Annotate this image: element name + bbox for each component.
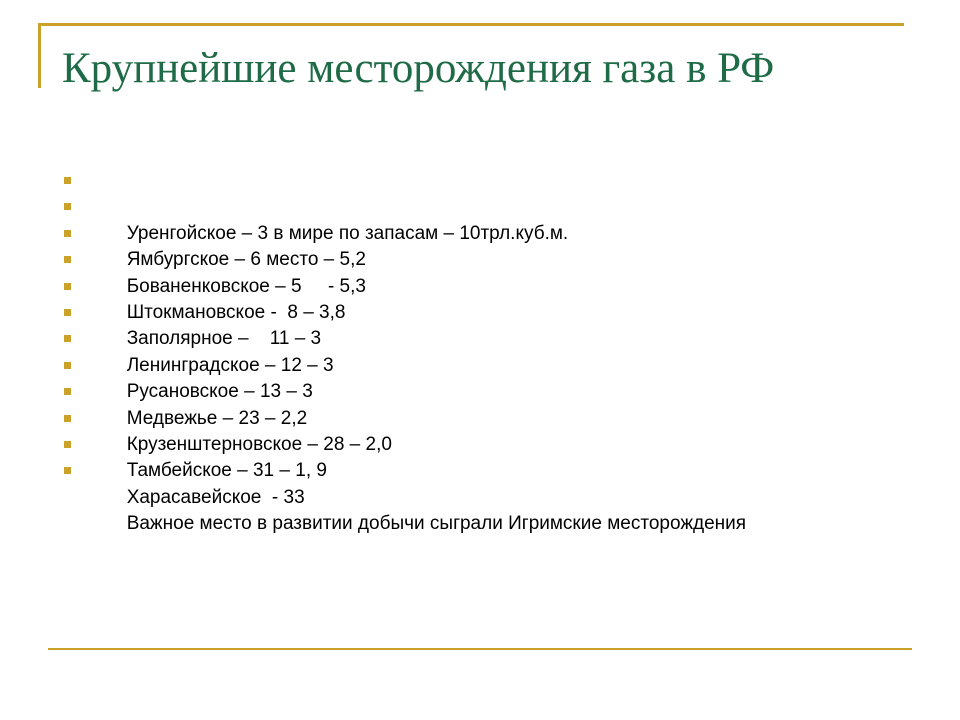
square-bullet-icon [64, 177, 71, 184]
bullet-text: Ленинградское – 12 – 3 [126, 354, 334, 376]
bullet-text: Заполярное – 11 – 3 [126, 328, 322, 350]
square-bullet-icon [64, 309, 71, 316]
frame-top-line [40, 23, 904, 26]
bullet-text: Бованенковское – 5 - 5,3 [126, 275, 366, 297]
bullet-item-urengoy [64, 168, 746, 244]
square-bullet-icon [64, 362, 71, 369]
bullet-text: Тамбейское – 31 – 1, 9 [126, 460, 327, 482]
bullet-text: Крузенштерновское – 28 – 2,0 [126, 433, 392, 455]
square-bullet-icon [64, 256, 71, 263]
frame-left-line [38, 23, 41, 88]
bullet-text: Харасавейское - 33 [126, 486, 305, 508]
bullet-list [64, 168, 747, 535]
square-bullet-icon [64, 467, 71, 474]
frame-bottom-line [48, 648, 912, 650]
square-bullet-icon [64, 335, 71, 342]
bullet-text: Медвежье – 23 – 2,2 [126, 407, 308, 429]
square-bullet-icon [64, 415, 71, 422]
square-bullet-icon [64, 203, 71, 210]
bullet-text: Уренгойское – 3 в мире по запасам – 10трл.куб.м. [126, 222, 569, 244]
square-bullet-icon [64, 441, 71, 448]
bullet-text: Ямбургское – 6 место – 5,2 [126, 249, 366, 271]
square-bullet-icon [64, 283, 71, 290]
bullet-text: Штокмановское - 8 – 3,8 [126, 301, 346, 323]
bullet-text: Важное место в развитии добычи сыграли Игримские месторождения [126, 513, 747, 535]
square-bullet-icon [64, 230, 71, 237]
square-bullet-icon [64, 388, 71, 395]
bullet-text: Русановское – 13 – 3 [126, 381, 313, 403]
slide-title: Крупнейшие месторождения газа в РФ [62, 45, 775, 92]
